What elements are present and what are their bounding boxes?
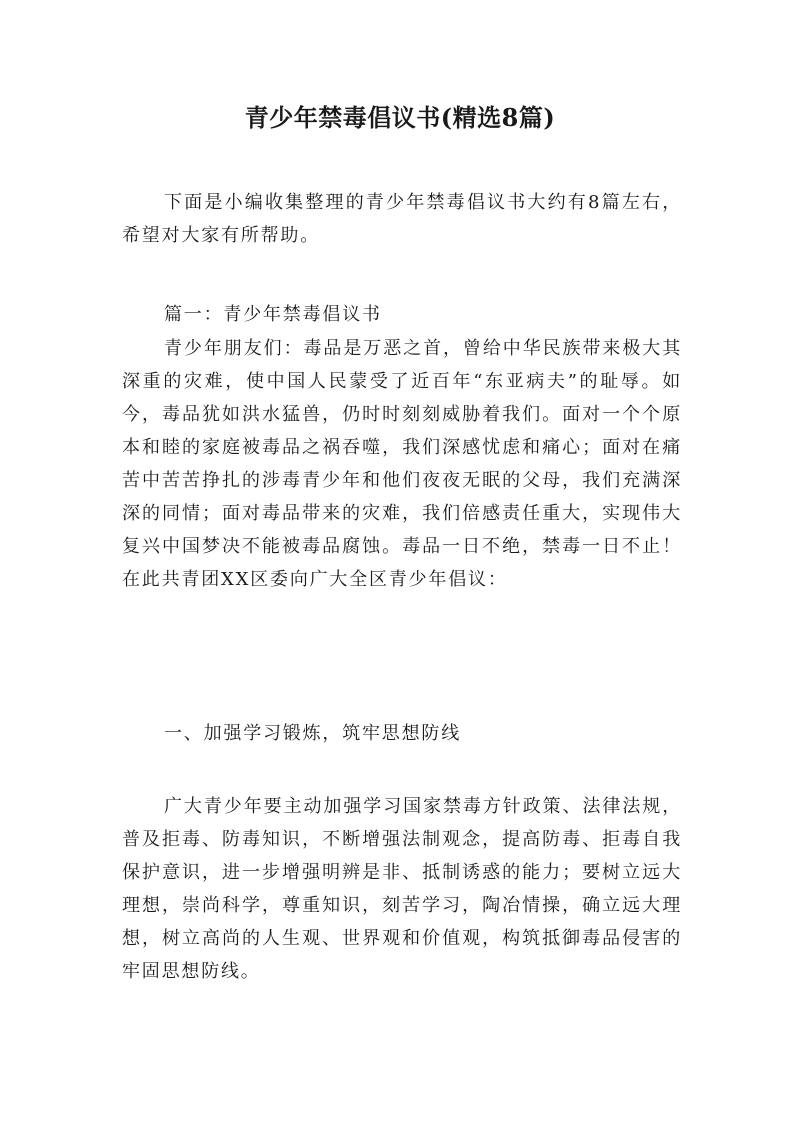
intro-paragraph: 下面是小编收集整理的青少年禁毒倡议书大约有8篇左右，希望对大家有所帮助。 xyxy=(122,192,682,246)
section-heading: 篇一：青少年禁毒倡议书 xyxy=(164,304,382,325)
point-heading: 一、加强学习锻炼，筑牢思想防线 xyxy=(164,723,461,744)
body-paragraph: 青少年朋友们：毒品是万恶之首，曾给中华民族带来极大其深重的灾难，使中国人民蒙受了近百年“东亚病夫”的耻辱。如今，毒品犹如洪水猛兽，仍时时刻刻威胁着我们。面对一个个原本和睦的家庭被毒品之祸吞噬，我们深感忧虑和痛心；面对在痛苦中苦苦挣扎的涉毒青少年和他们夜夜无眠的父母，我们充满深深的同情；面对毒品带来的灾难，我们倍感责任重大，实现伟大复兴中国梦决不能被毒品腐蚀。毒品一日不绝，禁毒一日不止！在此共青团XX区委向广大全区青少年倡议： xyxy=(122,338,682,590)
document-title: 青少年禁毒倡议书(精选8篇) xyxy=(244,103,556,132)
body-paragraph: 广大青少年要主动加强学习国家禁毒方针政策、法律法规，普及拒毒、防毒知识，不断增强法制观念，提高防毒、拒毒自我保护意识，进一步增强明辨是非、抵制诱惑的能力；要树立远大理想，崇尚科学，尊重知识，刻苦学习，陶冶情操，确立远大理想，树立高尚的人生观、世界观和价值观，构筑抵御毒品侵害的牢固思想防线。 xyxy=(122,796,682,982)
